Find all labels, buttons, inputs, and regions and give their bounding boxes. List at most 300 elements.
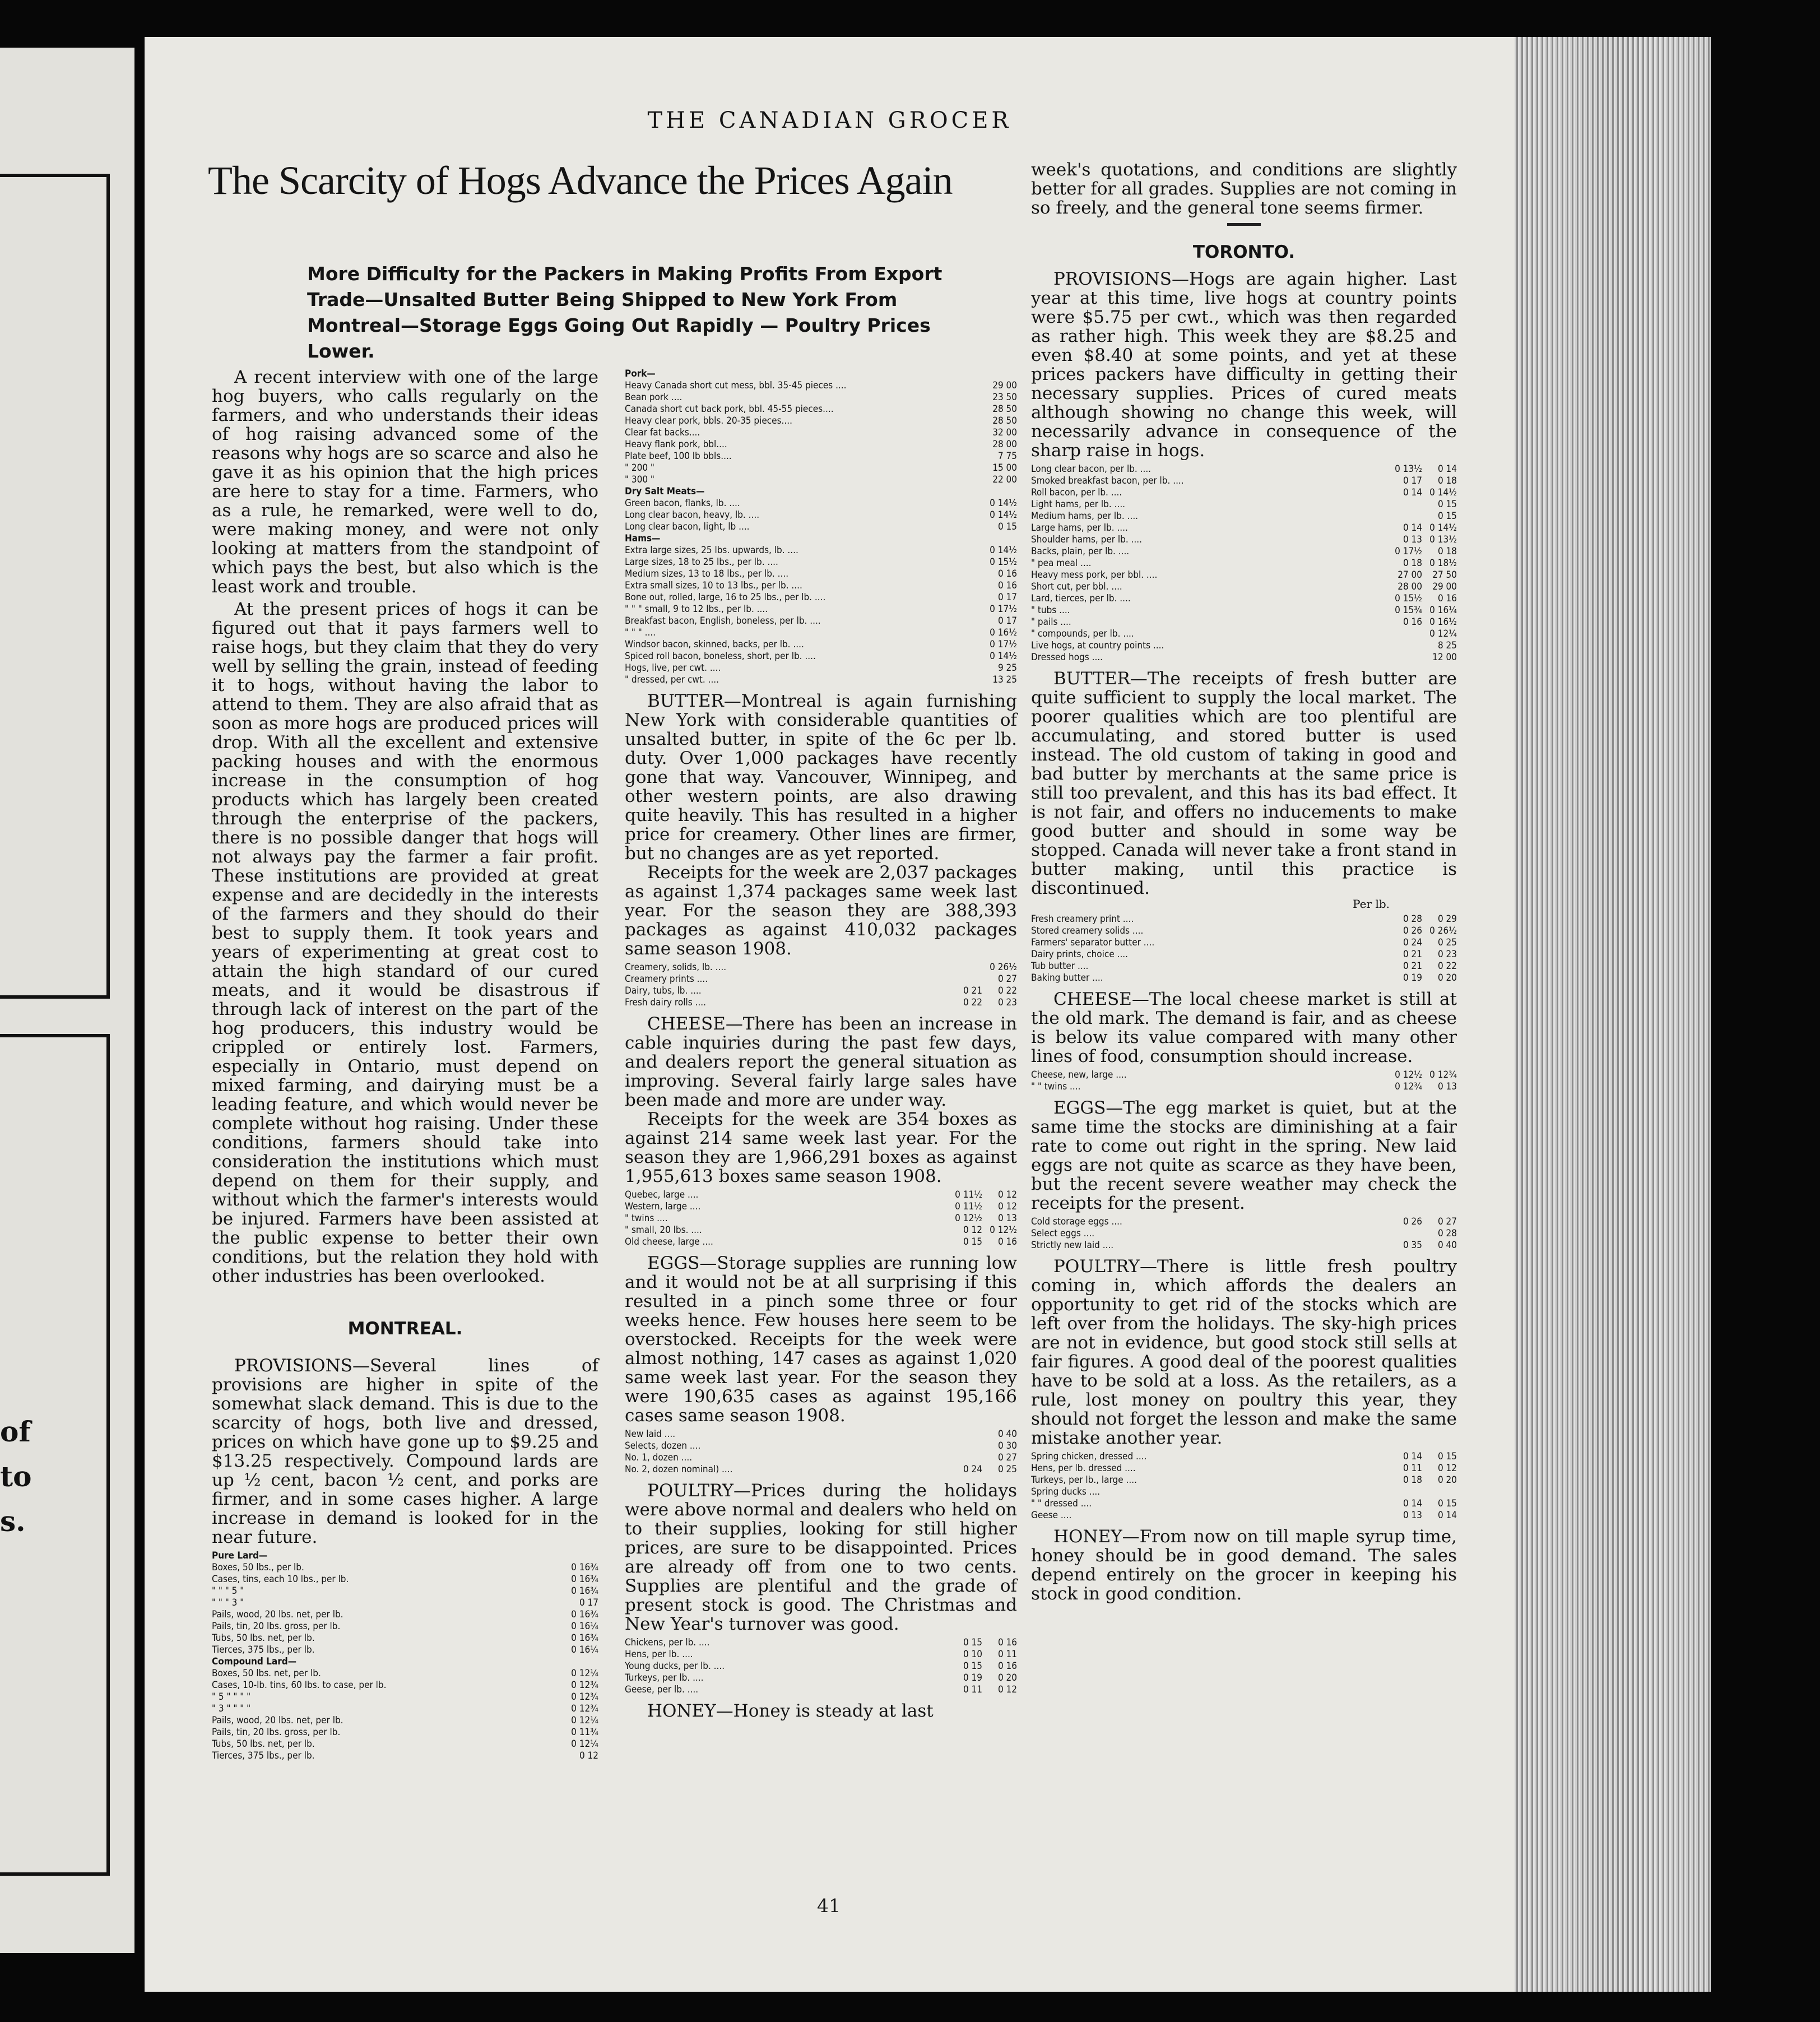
page <box>145 37 1515 1992</box>
paragraph: POULTRY—There is little fresh poultry coming in, which affords the dealers an opportunity to get rid of the stocks which are left over from the holidays. The sky-high prices are not in evidence, but good stock still sells at fair figures. A good deal of the poorest qualities have to be sold at a loss. As the retailers, as a rule, lost money on poultry this year, they should not forget the lesson and make the same mistake another year. <box>1031 1256 1457 1448</box>
price-row <box>1031 937 1457 949</box>
price-row <box>1031 546 1457 558</box>
price-value: 0 14 <box>1437 463 1457 475</box>
price-value: 0 13½ <box>1429 534 1457 545</box>
price-item-name: Tierces, 375 lbs., per lb. <box>212 1750 315 1761</box>
price-value: 0 25 <box>1437 937 1457 948</box>
left-page-box <box>0 174 110 999</box>
price-value: 15 00 <box>992 462 1017 474</box>
price-value: 0 26½ <box>1429 925 1457 936</box>
price-item-name: " twins .... <box>625 1213 668 1224</box>
price-row <box>625 604 1017 615</box>
price-value: 0 16¾ <box>571 1609 598 1620</box>
price-list-butter <box>1031 913 1457 984</box>
price-low: 0 21 <box>963 985 982 996</box>
price-low: 0 10 <box>963 1649 982 1660</box>
price-row <box>1031 581 1457 593</box>
price-low: 0 28 <box>1403 913 1422 925</box>
left-page-box <box>0 1034 110 1876</box>
price-row <box>625 1661 1017 1672</box>
price-item-name: Clear fat backs.... <box>625 427 700 438</box>
price-item-name: No. 2, dozen nominal) .... <box>625 1464 733 1475</box>
price-item-name: Pure Lard— <box>212 1550 268 1561</box>
price-value: 28 00 <box>992 439 1017 450</box>
price-item-name: " dressed, per cwt. .... <box>625 674 719 685</box>
price-value <box>982 486 1017 498</box>
left-page-edge <box>0 48 134 1953</box>
price-low: 0 21 <box>1403 949 1422 960</box>
paragraph: PROVISIONS—Hogs are again higher. Last year at this time, live hogs at country points were $5.75 per cwt., which was then regarded as rather high. This week they are $8.25 and even $8.40 at some points, and yet at these prices packers have difficulty in getting their necessary supplies. Prices of cured meats although showing no change this week, will necessarily advance in consequence of the sharp raise in hogs. <box>1031 269 1457 461</box>
price-value: 0 12 <box>579 1750 598 1761</box>
price-low <box>1387 511 1422 522</box>
price-value: 12 00 <box>1432 652 1457 663</box>
price-low: 0 12½ <box>1395 1069 1422 1080</box>
price-value: 0 40 <box>997 1429 1017 1440</box>
price-low: 0 11 <box>1403 1463 1422 1474</box>
price-value: 0 15 <box>1437 1451 1457 1462</box>
price-item-name: Pails, wood, 20 lbs. net, per lb. <box>212 1609 343 1620</box>
running-header: THE CANADIAN GROCER <box>647 108 1012 133</box>
price-low <box>1387 1486 1422 1498</box>
price-item-name: Tub butter .... <box>1031 961 1089 972</box>
price-row <box>212 1585 598 1597</box>
price-item-name: " 200 " <box>625 462 654 474</box>
price-row <box>1031 972 1457 984</box>
price-row <box>1031 1498 1457 1510</box>
price-value: 0 16¾ <box>571 1633 598 1644</box>
price-list-butter <box>625 962 1017 1009</box>
price-row <box>625 1201 1017 1213</box>
article-title: The Scarcity of Hogs Advance the Prices Again <box>208 158 953 203</box>
price-item-name: Tubs, 50 lbs. net, per lb. <box>212 1738 315 1750</box>
price-row <box>212 1644 598 1656</box>
price-value: 0 23 <box>997 997 1017 1008</box>
price-item-name: Boxes, 50 lbs., per lb. <box>212 1562 304 1573</box>
price-value: 0 22 <box>1437 961 1457 972</box>
price-value: 0 16 <box>997 580 1017 591</box>
price-item-name: Creamery prints .... <box>625 973 708 985</box>
price-low: 0 12 <box>963 1225 982 1236</box>
price-row <box>1031 961 1457 972</box>
price-low: 0 15½ <box>1395 593 1422 604</box>
price-row <box>1031 1510 1457 1522</box>
price-low: 0 12½ <box>955 1213 982 1224</box>
price-row <box>1031 1240 1457 1251</box>
price-row <box>625 1236 1017 1248</box>
price-row <box>625 474 1017 486</box>
price-low: 0 19 <box>963 1672 982 1684</box>
price-row <box>1031 1228 1457 1240</box>
price-item-name: Dressed hogs .... <box>1031 652 1103 663</box>
paragraph: CHEESE—There has been an increase in cable inquiries during the past few days, and dealers report the general situation as improving. Several fairly large sales have been made and more are under way. <box>625 1014 1017 1110</box>
price-value: 0 13 <box>1437 1081 1457 1092</box>
price-row <box>625 368 1017 380</box>
price-list-cheese <box>625 1189 1017 1248</box>
page-number: 41 <box>817 1895 841 1917</box>
price-item-name: Breakfast bacon, English, boneless, per lb. .... <box>625 615 821 627</box>
price-value: 8 25 <box>1437 640 1457 651</box>
price-row <box>625 1684 1017 1696</box>
price-low: 0 15 <box>963 1236 982 1247</box>
column-2 <box>625 365 1017 1720</box>
price-row <box>1031 558 1457 569</box>
price-row <box>1031 1216 1457 1228</box>
price-item-name: Roll bacon, per lb. .... <box>1031 487 1122 498</box>
price-row <box>625 1672 1017 1684</box>
price-value: 0 40 <box>1437 1240 1457 1251</box>
price-value: 0 16½ <box>1429 616 1457 628</box>
price-row <box>625 1225 1017 1236</box>
left-page-fragment: to <box>0 1460 32 1493</box>
price-row <box>625 451 1017 462</box>
price-row <box>1031 593 1457 605</box>
column-1 <box>212 368 598 1768</box>
price-item-name: Cases, tins, each 10 lbs., per lb. <box>212 1574 349 1585</box>
price-value: 27 50 <box>1432 569 1457 581</box>
divider <box>1227 223 1261 226</box>
price-row <box>625 427 1017 439</box>
price-list-lard <box>212 1550 598 1762</box>
price-value: 29 00 <box>1432 581 1457 592</box>
price-row <box>625 962 1017 973</box>
paragraph: BUTTER—Montreal is again furnishing New York with considerable quantities of unsalted butter, in spite of the 6c per lb. duty. Over 1,000 packages have recently gone that way. Vancouver, Winnipeg, and other western points, are also drawing quite heavily. This has resulted in a higher price for creamery. Other lines are firmer, but no changes are as yet reported. <box>625 691 1017 864</box>
price-low: 0 24 <box>1403 937 1422 948</box>
price-row <box>1031 1463 1457 1474</box>
price-item-name: " 3 " " " " <box>212 1703 251 1714</box>
price-value: 0 12 <box>997 1189 1017 1200</box>
price-item-name: Cold storage eggs .... <box>1031 1216 1122 1227</box>
price-value: 0 16¾ <box>571 1562 598 1573</box>
price-low <box>948 1429 982 1440</box>
price-value: 0 16½ <box>990 627 1017 638</box>
price-item-name: Pails, tin, 20 lbs. gross, per lb. <box>212 1727 341 1738</box>
price-row <box>212 1750 598 1762</box>
price-row <box>625 1649 1017 1661</box>
price-row <box>625 662 1017 674</box>
price-value: 0 16¾ <box>571 1585 598 1597</box>
price-value: 0 23 <box>1437 949 1457 960</box>
price-item-name: " tubs .... <box>1031 605 1070 616</box>
price-value: 0 22 <box>997 985 1017 996</box>
price-item-name: Medium sizes, 13 to 18 lbs., per lb. .... <box>625 568 789 579</box>
price-value: 0 27 <box>997 973 1017 985</box>
price-item-name: Windsor bacon, skinned, backs, per lb. .... <box>625 639 804 650</box>
price-value: 0 14 <box>1437 1510 1457 1521</box>
price-value: 0 16¼ <box>571 1644 598 1655</box>
price-low: 27 00 <box>1397 569 1422 581</box>
price-item-name: Smoked breakfast bacon, per lb. .... <box>1031 475 1184 486</box>
price-low: 0 14 <box>1403 522 1422 534</box>
price-row <box>212 1727 598 1738</box>
price-row <box>1031 511 1457 522</box>
price-row <box>625 568 1017 580</box>
price-row <box>212 1633 598 1644</box>
paragraph: week's quotations, and conditions are slightly better for all grades. Supplies are not coming in so freely, and the general tone seems firmer. <box>1031 160 1457 218</box>
price-row <box>625 997 1017 1009</box>
price-item-name: Western, large .... <box>625 1201 701 1212</box>
price-item-name: Plate beef, 100 lb bbls.... <box>625 451 732 462</box>
price-item-name: Heavy flank pork, bbl.... <box>625 439 727 450</box>
section-heading-montreal: MONTREAL. <box>347 1319 463 1339</box>
price-low: 0 35 <box>1403 1240 1422 1251</box>
price-value: 0 17 <box>579 1597 598 1608</box>
price-value: 0 14½ <box>990 545 1017 556</box>
price-row <box>625 1213 1017 1225</box>
price-item-name: Hens, per lb. .... <box>625 1649 693 1660</box>
price-value: 0 17 <box>997 592 1017 603</box>
price-low: 0 26 <box>1403 925 1422 936</box>
price-item-name: Tierces, 375 lbs., per lb. <box>212 1644 315 1655</box>
price-low: 28 00 <box>1397 581 1422 592</box>
section-heading-toronto: TORONTO. <box>1192 242 1296 262</box>
price-list-poultry <box>625 1637 1017 1696</box>
price-row <box>212 1668 598 1680</box>
price-value: 0 14½ <box>1429 522 1457 534</box>
price-value: 0 15 <box>1437 499 1457 510</box>
price-item-name: Fresh dairy rolls .... <box>625 997 706 1008</box>
price-low <box>948 1440 982 1452</box>
price-value: 0 17 <box>997 615 1017 627</box>
price-item-name: Hams— <box>625 533 661 544</box>
price-value: 0 16 <box>997 1236 1017 1247</box>
price-item-name: Strictly new laid .... <box>1031 1240 1114 1251</box>
price-value: 0 11 <box>997 1649 1017 1660</box>
price-row <box>625 545 1017 556</box>
price-value: 32 00 <box>992 427 1017 438</box>
paragraph: POULTRY—Prices during the holidays were above normal and dealers who held on to their supplies, looking for still higher prices, are sure to be disappointed. Prices are already off from one to two cents. Supplies are plentiful and the grade of present stock is good. The Christmas and New Year's turnover was good. <box>625 1481 1017 1634</box>
price-value: 0 30 <box>997 1440 1017 1451</box>
paragraph: PROVISIONS—Several lines of provisions are higher in spite of the somewhat slack demand. This is due to the scarcity of hogs, both live and dressed, prices on which have gone up to $9.25 and $13.25 respectively. Compound lards are up ½ cent, bacon ½ cent, and porks are firmer, and in some cases higher. A large increase in demand is looked for in the near future. <box>212 1356 598 1547</box>
price-row <box>625 592 1017 604</box>
price-item-name: Baking butter .... <box>1031 972 1103 984</box>
price-row <box>625 1464 1017 1476</box>
price-value: 0 12 <box>997 1684 1017 1695</box>
price-row <box>625 556 1017 568</box>
price-row <box>212 1609 598 1621</box>
price-item-name: Bean pork .... <box>625 392 682 403</box>
price-value: 0 18½ <box>1429 558 1457 569</box>
price-value: 9 25 <box>997 662 1017 674</box>
price-low: 0 17½ <box>1395 546 1422 557</box>
price-item-name: Large hams, per lb. .... <box>1031 522 1128 534</box>
price-row <box>212 1562 598 1574</box>
price-item-name: Spring ducks .... <box>1031 1486 1101 1497</box>
price-value: 0 12 <box>1437 1463 1457 1474</box>
price-low: 0 13½ <box>1395 463 1422 475</box>
price-row <box>1031 640 1457 652</box>
price-row <box>625 498 1017 509</box>
price-item-name: " pails .... <box>1031 616 1071 628</box>
price-item-name: " 5 " " " " <box>212 1691 251 1703</box>
price-list-pork <box>625 368 1017 686</box>
price-value: 0 16 <box>1437 593 1457 604</box>
price-value: 0 15 <box>1437 1498 1457 1509</box>
price-value <box>982 533 1017 545</box>
price-row <box>1031 1486 1457 1498</box>
price-row <box>625 380 1017 392</box>
price-low <box>948 962 982 973</box>
price-low: 0 18 <box>1403 558 1422 569</box>
price-item-name: Cheese, new, large .... <box>1031 1069 1127 1080</box>
article-subtitle: More Difficulty for the Packers in Making Profits From Export Trade—Unsalted Butter Being Shipped to New York From Montreal—Storage Eggs Going Out Rapidly — Poultry Prices Lower. <box>307 263 942 362</box>
price-item-name: Long clear bacon, heavy, lb. .... <box>625 509 760 521</box>
price-item-name: Dairy prints, choice .... <box>1031 949 1129 960</box>
price-item-name: Pails, tin, 20 lbs. gross, per lb. <box>212 1621 341 1632</box>
price-value: 0 14½ <box>990 498 1017 509</box>
price-row <box>625 1429 1017 1440</box>
price-item-name: Dry Salt Meats— <box>625 486 705 497</box>
price-value: 0 20 <box>1437 972 1457 984</box>
price-row <box>1031 628 1457 640</box>
price-value: 0 12 <box>997 1201 1017 1212</box>
price-value: 0 28 <box>1437 1228 1457 1239</box>
price-value: 0 11¾ <box>571 1727 598 1738</box>
price-item-name: Medium hams, per lb. .... <box>1031 511 1139 522</box>
price-low: 0 14 <box>1403 1451 1422 1462</box>
price-row <box>1031 463 1457 475</box>
price-row <box>625 1452 1017 1464</box>
price-value: 29 00 <box>992 380 1017 391</box>
price-low: 0 26 <box>1403 1216 1422 1227</box>
price-value: 0 16 <box>997 1661 1017 1672</box>
paragraph: HONEY—Honey is steady at last <box>647 1701 934 1721</box>
price-value <box>982 368 1017 380</box>
price-value: 0 12¼ <box>571 1738 598 1750</box>
price-item-name: Extra small sizes, 10 to 13 lbs., per lb. .... <box>625 580 802 591</box>
price-row <box>212 1574 598 1585</box>
price-item-name: Large sizes, 18 to 25 lbs., per lb. .... <box>625 556 778 568</box>
price-value: 28 50 <box>992 404 1017 415</box>
price-item-name: Backs, plain, per lb. .... <box>1031 546 1130 557</box>
price-row <box>625 1637 1017 1649</box>
price-item-name: New laid .... <box>625 1429 676 1440</box>
price-low: 0 21 <box>1403 961 1422 972</box>
price-value: 0 25 <box>997 1464 1017 1475</box>
price-item-name: Old cheese, large .... <box>625 1236 713 1247</box>
price-row <box>1031 534 1457 546</box>
price-low: 0 14 <box>1403 1498 1422 1509</box>
price-item-name: Short cut, per bbl. .... <box>1031 581 1122 592</box>
paragraph: A recent interview with one of the large hog buyers, who calls regularly on the farmers, and who understands their ideas of hog raising advanced some of the reasons why hogs are so scarce and also he gave it as his opinion that the high prices are here to stay for a time. Farmers, who as a rule, he remarked, were well to do, were making money, and were not only looking at matters from the standpoint of which pays the best, but also which is the least work and trouble. <box>212 367 598 597</box>
price-item-name: Stored creamery solids .... <box>1031 925 1144 936</box>
price-row <box>1031 605 1457 616</box>
price-row <box>625 615 1017 627</box>
price-row <box>625 404 1017 415</box>
price-row <box>625 533 1017 545</box>
price-item-name: Fresh creamery print .... <box>1031 913 1134 925</box>
price-row <box>625 651 1017 662</box>
price-row <box>1031 1081 1457 1093</box>
price-item-name: Spring chicken, dressed .... <box>1031 1451 1147 1462</box>
left-page-fragment: of <box>0 1415 31 1448</box>
price-item-name: Boxes, 50 lbs. net, per lb. <box>212 1668 321 1679</box>
price-low <box>1387 640 1422 652</box>
price-value: 0 18 <box>1437 546 1457 557</box>
price-row <box>625 1189 1017 1201</box>
price-item-name: Pork— <box>625 368 656 379</box>
price-list-provisions <box>1031 463 1457 664</box>
price-low <box>1387 652 1422 664</box>
price-item-name: Green bacon, flanks, lb. .... <box>625 498 740 509</box>
price-low <box>948 973 982 985</box>
price-low: 0 15 <box>963 1661 982 1672</box>
price-item-name: Shoulder hams, per lb. .... <box>1031 534 1142 545</box>
price-row <box>212 1691 598 1703</box>
price-value <box>564 1550 598 1562</box>
price-row <box>625 639 1017 651</box>
price-item-name: " " " .... <box>625 627 656 638</box>
price-low: 0 13 <box>1403 1510 1422 1521</box>
price-row <box>625 674 1017 686</box>
paragraph: HONEY—From now on till maple syrup time, honey should be in good demand. The sales depend entirely on the grocer in keeping his stock in good condition. <box>1031 1527 1457 1604</box>
price-row <box>625 985 1017 997</box>
price-item-name: Long clear bacon, per lb. .... <box>1031 463 1152 475</box>
price-value: 0 14½ <box>990 651 1017 662</box>
price-item-name: Pails, wood, 20 lbs. net, per lb. <box>212 1715 343 1726</box>
price-item-name: " " dressed .... <box>1031 1498 1092 1509</box>
price-item-name: Farmers' separator butter .... <box>1031 937 1155 948</box>
price-value: 0 16 <box>997 568 1017 579</box>
price-item-name: Creamery, solids, lb. .... <box>625 962 727 973</box>
price-row <box>212 1656 598 1668</box>
price-low: 0 15 <box>963 1637 982 1648</box>
price-row <box>1031 652 1457 664</box>
price-item-name: " " twins .... <box>1031 1081 1081 1092</box>
price-row <box>625 973 1017 985</box>
price-item-name: Heavy clear pork, bbls. 20-35 pieces.... <box>625 415 792 426</box>
price-row <box>212 1621 598 1633</box>
price-low: 0 12¾ <box>1395 1081 1422 1092</box>
price-low: 0 18 <box>1403 1474 1422 1486</box>
price-row <box>212 1550 598 1562</box>
price-item-name: " small, 20 lbs. .... <box>625 1225 702 1236</box>
price-row <box>625 1440 1017 1452</box>
left-page-fragment: s. <box>0 1505 26 1538</box>
price-item-name: Quebec, large .... <box>625 1189 699 1200</box>
price-value: 0 15 <box>997 521 1017 532</box>
price-value: 0 15½ <box>990 556 1017 568</box>
price-low: 0 19 <box>1403 972 1422 984</box>
paragraph: Receipts for the week are 2,037 packages as against 1,374 packages same week last year. For the season they are 388,393 packages as against 410,032 packages same season 1908. <box>625 862 1017 959</box>
price-value: 0 12¼ <box>1429 628 1457 639</box>
price-row <box>212 1597 598 1609</box>
per-lb-label: Per lb. <box>1353 897 1390 911</box>
price-row <box>1031 913 1457 925</box>
price-row <box>625 521 1017 533</box>
price-value: 0 27 <box>1437 1216 1457 1227</box>
paragraph: At the present prices of hogs it can be figured out that it pays farmers well to raise hogs, but they claim that they do very well by selling the grain, instead of feeding it to hogs, without having the labor to attend to them. They are also afraid that as soon as more hogs are produced prices will drop. With all the excellent and extensive packing houses and with the enormous increase in the consumption of hog products which has largely been created through the enterprise of the packers, there is no possible danger that hogs will not always pay the farmer a fair profit. These institutions are provided at great expense and are decidedly in the interests of the farmers and they should do their best to supply them. It took years and years of experimenting at great cost to attain the high standard of our cured meats, and it would be disastrous if through lack of interest on the part of the hog producers, this industry would be crippled or entirely lost. Farmers, especially in Ontario, must depend on mixed farming, and dairying must be a leading feature, and which would never be complete without hog raising. Under these conditions, farmers should take into consideration the institutions which must depend on them for their supply, and without which the farmer's interests would be injured. Farmers have been assisted at the public expense to better their own conditions, but the relation they hold with other industries has been overlooked. <box>212 599 598 1286</box>
price-value: 0 26½ <box>990 962 1017 973</box>
price-item-name: Tubs, 50 lbs. net, per lb. <box>212 1633 315 1644</box>
price-value: 0 27 <box>997 1452 1017 1463</box>
price-value <box>564 1656 598 1668</box>
price-low: 0 17 <box>1403 475 1422 486</box>
price-value: 0 20 <box>997 1672 1017 1684</box>
price-item-name: " 300 " <box>625 474 654 485</box>
price-row <box>1031 499 1457 511</box>
price-value: 0 16¼ <box>1429 605 1457 616</box>
price-row <box>625 462 1017 474</box>
price-item-name: Turkeys, per lb., large .... <box>1031 1474 1137 1486</box>
price-row <box>212 1715 598 1727</box>
price-value: 0 14½ <box>1429 487 1457 498</box>
price-list-cheese <box>1031 1069 1457 1093</box>
price-item-name: Chickens, per lb. .... <box>625 1637 710 1648</box>
price-value: 0 16 <box>997 1637 1017 1648</box>
paragraph: EGGS—The egg market is quiet, but at the same time the stocks are diminishing at a fair rate to come out right in the spring. New laid eggs are not quite as scarce as they have been, but the recent severe weather may check the receipts for the present. <box>1031 1098 1457 1213</box>
price-low: 0 16 <box>1403 616 1422 628</box>
price-value: 28 50 <box>992 415 1017 426</box>
